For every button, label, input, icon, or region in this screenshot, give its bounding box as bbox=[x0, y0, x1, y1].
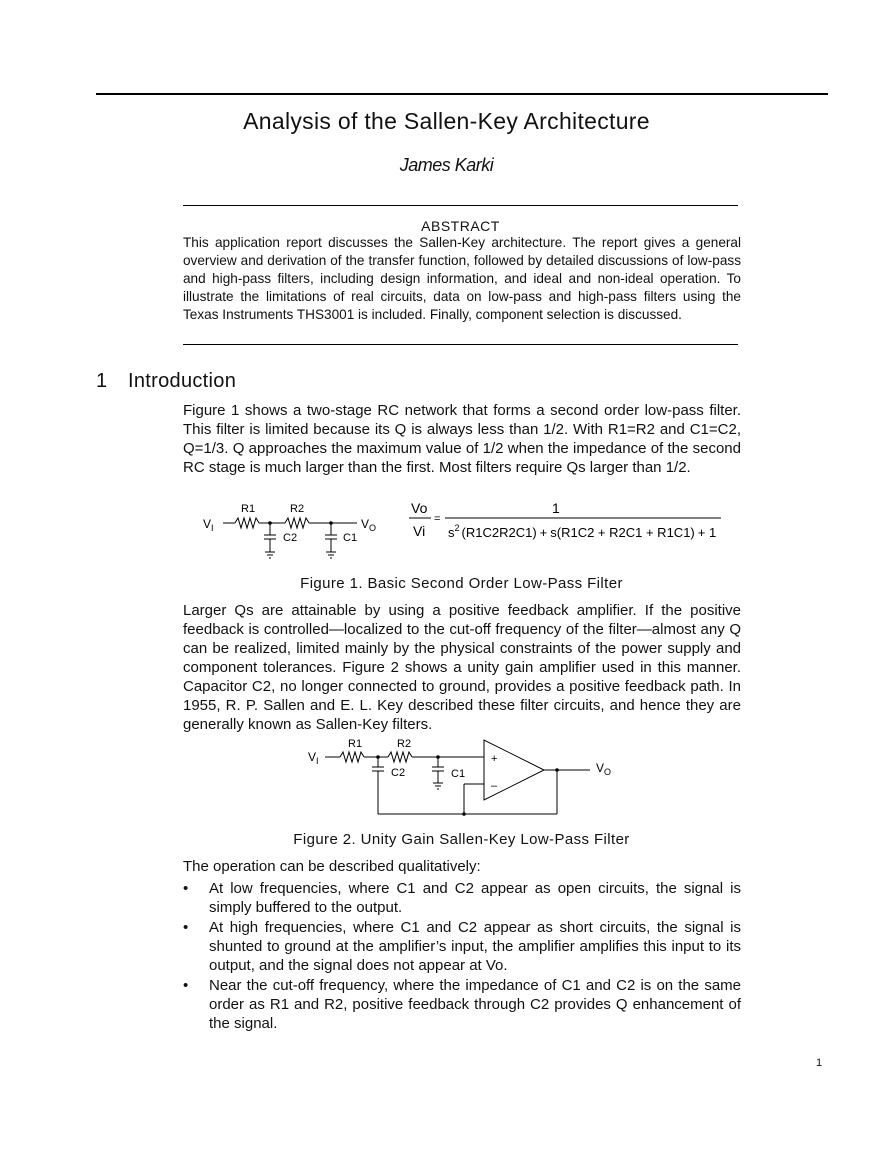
bullet-text: At high frequencies, where C1 and C2 appear as short circuits, the signal is shunted to ground at the amplifier’s input, the amplifier amplifies this input to its output, and the signal does not appear at Vo. bbox=[209, 919, 741, 974]
figure1-vi-label: $V_I$ bbox=[203, 517, 214, 533]
paragraph-1: Figure 1 shows a two-stage RC network that forms a second order low-pass filter. This filter is limited because its Q is always less than 1/2. With R1=R2 and C1=C2, Q=1/3. Q approaches the maximum value of 1/2 when the impedance of the second RC stage is much larger than the first. Most filters require Qs larger than 1/2. bbox=[183, 402, 741, 476]
page-title: Analysis of the Sallen-Key Architecture bbox=[243, 108, 650, 134]
figure2-circuit bbox=[300, 733, 630, 823]
figure2-r2-label: R2 bbox=[397, 738, 412, 750]
abstract-text: This application report discusses the Sallen-Key architecture. The report gives a general overview and derivation of the transfer function, followed by detailed discussions of low-pass and high-pass filters, including design information, and ideal and non-ideal operation. To illustrate the limitations of real circuits, data on low-pass and high-pass filters using the Texas Instruments THS3001 is included. Finally, component selection is discussed. bbox=[183, 235, 741, 322]
opamp-plus-label: + bbox=[491, 753, 498, 765]
figure1-vo-label: $V_O$ bbox=[361, 517, 377, 533]
figure2-vi-label: $V_I$ bbox=[308, 750, 319, 766]
equation-equals: = bbox=[434, 513, 441, 525]
equation-numerator: 1 bbox=[552, 500, 560, 516]
equation-denominator: $s^2$ (R1C2R2C1) + s(R1C2 + R2C1 + R1C1) + 1 bbox=[448, 523, 717, 540]
figure2-node-fb bbox=[462, 812, 466, 816]
figure2-node-2 bbox=[436, 755, 440, 759]
page-number: 1 bbox=[816, 1057, 823, 1069]
bullet-mark: • bbox=[183, 977, 189, 994]
top-rule bbox=[96, 93, 828, 95]
figure1-circuit bbox=[195, 498, 395, 568]
bullet-text: Near the cut-off frequency, where the impedance of C1 and C2 is on the same order as R1 and R2, positive feedback through C2 provides Q enhancement of the signal. bbox=[209, 977, 741, 1032]
abstract-top-rule bbox=[183, 205, 738, 206]
figure1-c2-label: C2 bbox=[283, 532, 298, 544]
opamp-minus-label: – bbox=[491, 780, 498, 792]
figure1-c1-label: C1 bbox=[343, 532, 358, 544]
figure2-caption: Figure 2. Unity Gain Sallen-Key Low-Pass Filter bbox=[293, 831, 630, 848]
list-item bbox=[183, 918, 741, 975]
section-title: Introduction bbox=[128, 370, 237, 392]
figure2-node-1 bbox=[376, 755, 380, 759]
author: James Karki bbox=[399, 155, 494, 175]
list-item bbox=[183, 879, 741, 917]
abstract-heading: ABSTRACT bbox=[421, 218, 500, 234]
figure2-c1-label: C1 bbox=[451, 768, 466, 780]
figure2-vo-label: $V_O$ bbox=[596, 761, 612, 777]
bullet-mark: • bbox=[183, 880, 189, 897]
equation-vi: Vi bbox=[413, 523, 426, 539]
equation-vo: Vo bbox=[411, 500, 428, 516]
figure1-caption: Figure 1. Basic Second Order Low-Pass Filter bbox=[300, 575, 623, 592]
figure2-r1-label: R1 bbox=[348, 738, 363, 750]
figure1-r1-label: R1 bbox=[241, 503, 256, 515]
figure1-node-2 bbox=[329, 521, 333, 525]
figure2-c2-label: C2 bbox=[391, 767, 406, 779]
abstract-bottom-rule bbox=[183, 344, 738, 345]
section-number: 1 bbox=[96, 370, 108, 392]
figure2-node-out bbox=[555, 768, 559, 772]
paragraph-2: Larger Qs are attainable by using a positive feedback amplifier. If the positive feedback is controlled—localized to the cut-off frequency of the filter—almost any Q can be realized, limited mainly by the physical constraints of the power supply and component tolerances. Figure 2 shows a unity gain amplifier used in this manner. Capacitor C2, no longer connected to ground, provides a positive feedback path. In 1955, R. P. Sallen and E. L. Key described these filter circuits, and hence they are generally known as Sallen-Key filters. bbox=[183, 602, 741, 733]
list-item bbox=[183, 976, 741, 1033]
bullet-text: At low frequencies, where C1 and C2 appear as open circuits, the signal is simply buffered to the output. bbox=[209, 880, 741, 916]
figure1-equation bbox=[405, 498, 735, 548]
paragraph-3: The operation can be described qualitatively: bbox=[183, 858, 481, 875]
bullet-mark: • bbox=[183, 919, 189, 936]
figure1-node-1 bbox=[268, 521, 272, 525]
figure1-r2-label: R2 bbox=[290, 503, 305, 515]
bullet-list bbox=[183, 879, 741, 1034]
